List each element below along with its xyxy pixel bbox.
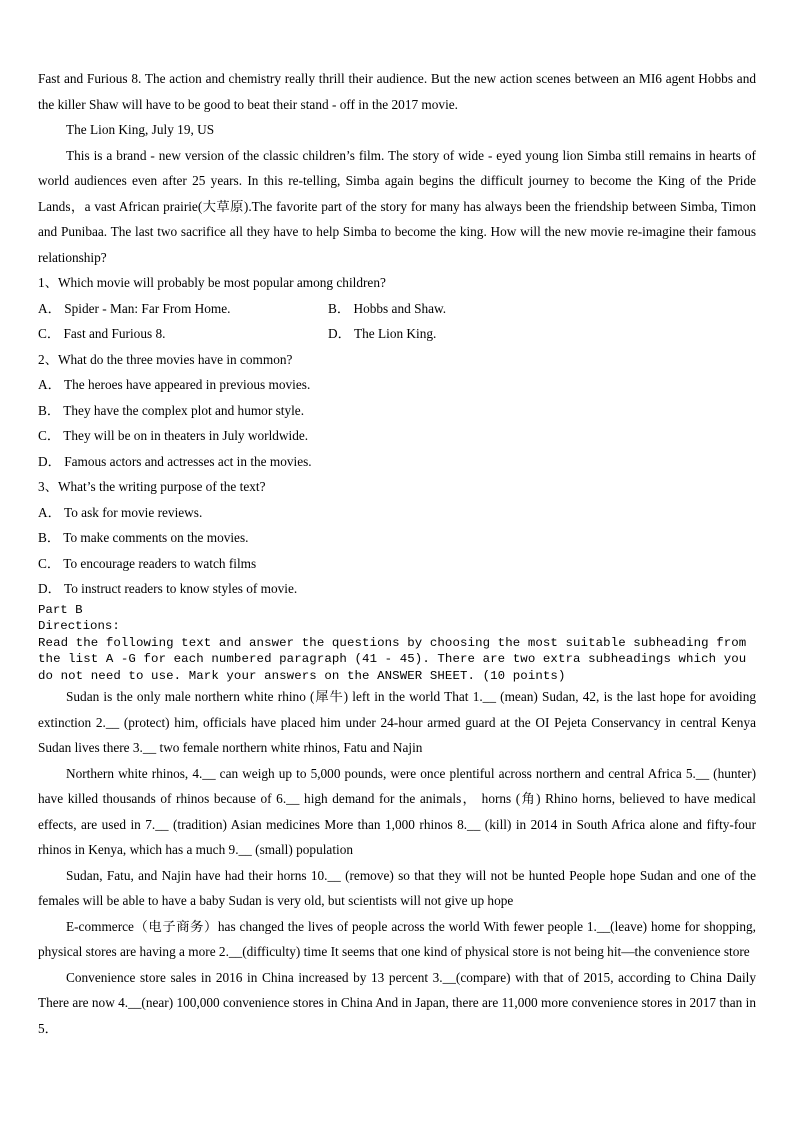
- question-2-option-c[interactable]: [38, 423, 756, 449]
- option-label: C．: [38, 555, 61, 571]
- question-2-option-a[interactable]: [38, 372, 756, 398]
- option-label: D．: [38, 453, 61, 469]
- option-label: C．: [38, 428, 61, 443]
- question-3-option-b[interactable]: [38, 525, 756, 551]
- option-label: C．: [38, 326, 61, 341]
- option-text: Famous actors and actresses act in the movies.: [64, 453, 312, 469]
- option-label: B．: [38, 530, 61, 545]
- question-1-option-d[interactable]: [328, 321, 436, 347]
- option-text: Spider - Man: Far From Home.: [64, 300, 231, 316]
- intro-paragraph-3: This is a brand - new version of the classic children’s film. The story of wide - eyed young lion Simba still remains in hearts of world audiences even after 25 years. In this re-telling, Simba again begins the difficult journey to become the King of the Pride Lands，a vast African prairie(大草原).The favorite part of the story for many has always been the friendship between Simba, Timon and Punibaa. The last two sacrifice all they have to help Simba to become the king. How will the new movie re-imagine their famous relationship?: [38, 147, 756, 265]
- option-text: To encourage readers to watch films: [63, 555, 257, 571]
- question-3-option-a[interactable]: [38, 500, 756, 526]
- question-1-number: 1、: [38, 275, 58, 290]
- option-label: D．: [38, 581, 61, 596]
- option-label: B．: [328, 300, 351, 316]
- movie-title-lion-king: The Lion King, July 19, US: [66, 122, 215, 137]
- question-3-number: 3、: [38, 479, 58, 494]
- question-2-number: 2、: [38, 351, 58, 367]
- option-text: The heroes have appeared in previous movies.: [64, 377, 311, 392]
- passage-1-paragraph-2: Northern white rhinos, 4.__ can weigh up to 5,000 pounds, were once plentiful across northern and central Africa 5.__ (hunter) have killed thousands of rhinos because of 6.__ high demand for the animals， horns (角) Rhino horns, believed to have medical effects, are used in 7.__ (tradition) Asian medicines More than 1,000 rhinos 8.__ (kill) in 2014 in South Africa alone and fifty-four rhinos in Kenya, which has a much 9.__ (small) population: [38, 765, 756, 857]
- question-1-stem: [38, 270, 756, 296]
- question-2-stem: [38, 347, 756, 373]
- passage-1-paragraph-1: Sudan is the only male northern white rhino (犀牛) left in the world That 1.__ (mean) Sudan, 42, is the last hope for avoiding extinction 2.__ (protect) him, officials have placed him under 24-hour armed guard at the OI Pejeta Conservancy in central Kenya Sudan lives there 3.__ two female northern white rhinos, Fatu and Najin: [38, 689, 756, 755]
- question-1-options-row-2: [38, 321, 756, 347]
- passage-1-paragraph-3: Sudan, Fatu, and Najin have had their horns 10.__ (remove) so that they will not be hunted People hope Sudan and one of the females will be able to have a baby Sudan is very old, but scientists will not give up hope: [38, 867, 756, 908]
- option-text: To instruct readers to know styles of movie.: [64, 581, 298, 596]
- option-label: A．: [38, 300, 61, 316]
- question-3-stem: [38, 474, 756, 500]
- part-b-title: Part B: [38, 602, 83, 617]
- passage-2-paragraph-2: Convenience store sales in 2016 in China increased by 13 percent 3.__(compare) with that of 2015, according to China Daily There are now 4.__(near) 100,000 convenience stores in China And in Japan, there are 11,000 more convenience stores in 2017 than in 5．: [38, 969, 756, 1036]
- part-b-directions-label: Directions:: [38, 619, 120, 633]
- question-1-option-b[interactable]: [328, 296, 446, 322]
- option-text: To ask for movie reviews.: [64, 504, 203, 520]
- option-text: Hobbs and Shaw.: [353, 300, 447, 316]
- question-3-text: What’s the writing purpose of the text?: [57, 479, 266, 494]
- question-2-text: What do the three movies have in common?: [57, 351, 293, 367]
- option-label: A．: [38, 504, 61, 520]
- question-1-options-row-1: [38, 296, 756, 322]
- passage-2-paragraph-1: E-commerce（电子商务）has changed the lives of people across the world With fewer people 1.__(leave) home for shopping, physical stores are having a more 2.__(difficulty) time It seems that one kind of physical store is not being hit—the convenience store: [38, 918, 756, 959]
- question-1-option-c[interactable]: [38, 321, 328, 347]
- question-1-option-a[interactable]: [38, 296, 328, 322]
- option-text: Fast and Furious 8.: [63, 326, 166, 341]
- question-2-option-d[interactable]: [38, 449, 756, 475]
- option-label: D．: [328, 326, 351, 341]
- question-3-option-d[interactable]: [38, 576, 756, 602]
- option-text: To make comments on the movies.: [63, 530, 249, 545]
- option-text: They will be on in theaters in July worldwide.: [63, 428, 309, 443]
- question-3-option-c[interactable]: [38, 551, 756, 577]
- option-label: B．: [38, 402, 61, 418]
- intro-paragraph-1: Fast and Furious 8. The action and chemistry really thrill their audience. But the new action scenes between an MI6 agent Hobbs and the killer Shaw will have to be good to beat their stand - off in the 2017 movie.: [38, 71, 756, 112]
- question-1-text: Which movie will probably be most popular among children?: [57, 275, 386, 290]
- question-2-option-b[interactable]: [38, 398, 756, 424]
- option-label: A．: [38, 377, 61, 392]
- part-b-directions-text: Read the following text and answer the questions by choosing the most suitable subheading from the list A -G for each numbered paragraph (41 - 45). There are two extra subheadings which you do not need to use. Mark your answers on the ANSWER SHEET. (10 points): [38, 635, 747, 683]
- option-text: The Lion King.: [354, 326, 437, 341]
- option-text: They have the complex plot and humor style.: [63, 402, 305, 418]
